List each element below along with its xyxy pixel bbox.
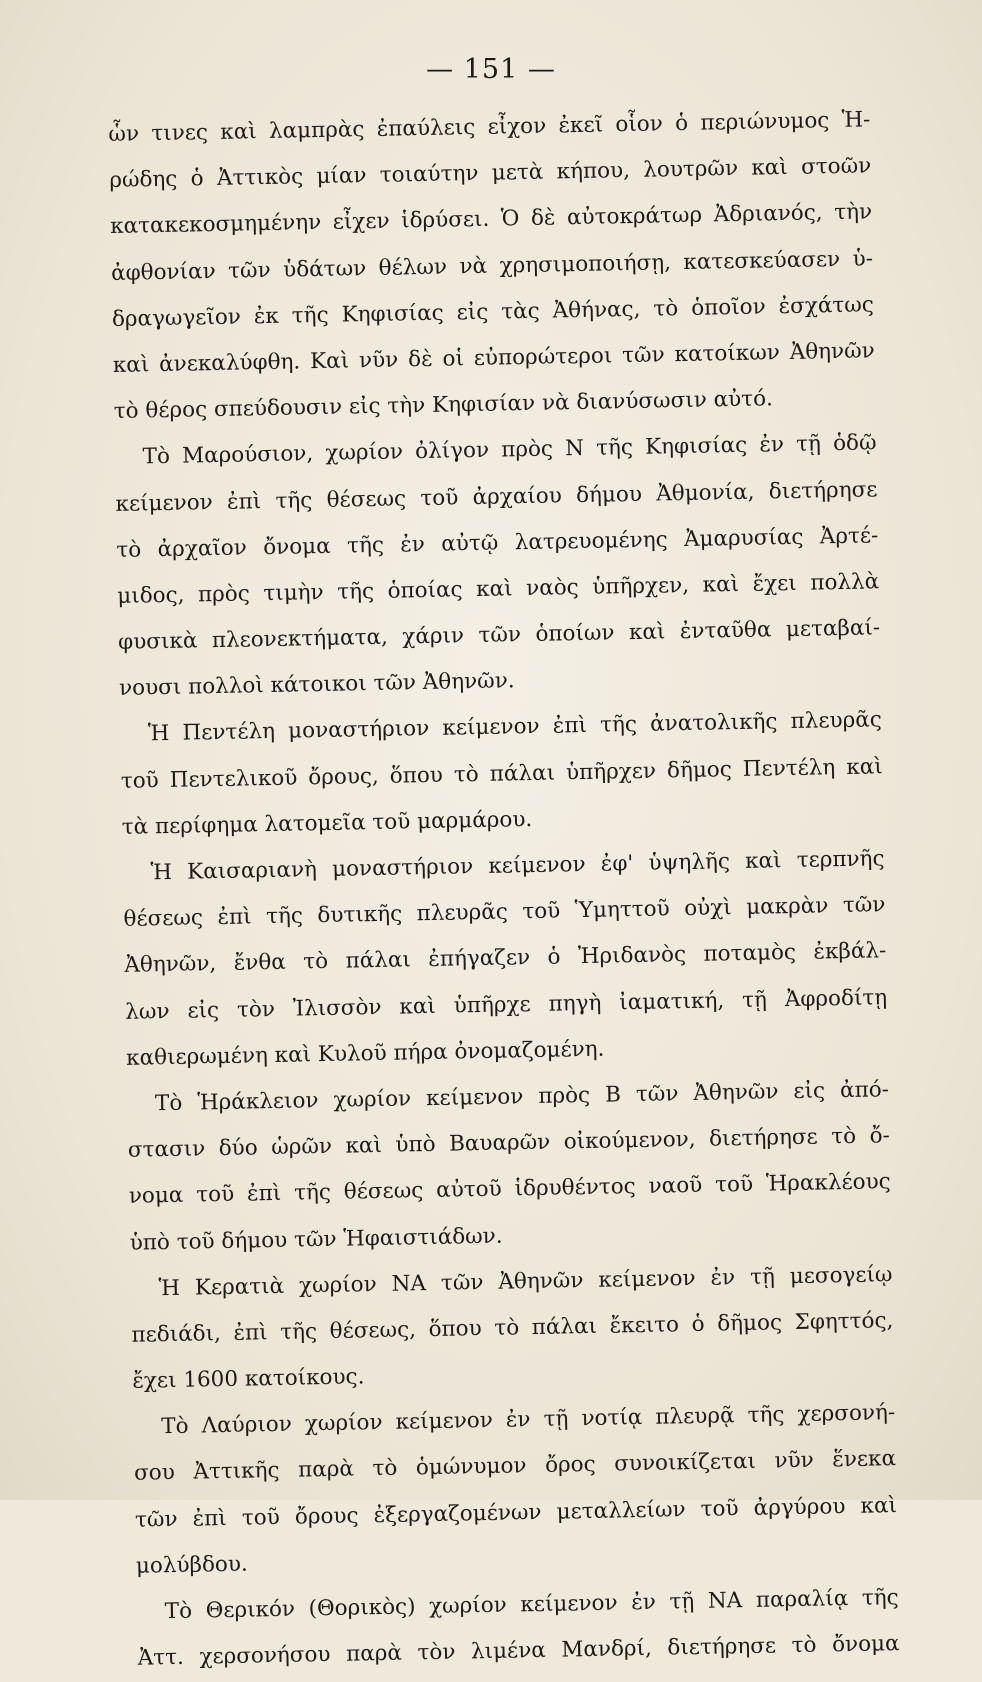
text-line: Τὸ Ἡράκλειον χωρίον κείμενον πρὸς Β τῶν Ἀθηνῶν εἰς ἀπό- [154,1077,890,1117]
text-line: στασιν δύο ὡρῶν καὶ ὑπὸ Βαυαρῶν οἰκούμενον, διετήρησε τὸ ὄ- [127,1123,891,1163]
text-line: νομα τοῦ ἐπὶ τῆς θέσεως αὐτοῦ ἱδρυθέντος ναοῦ τοῦ Ἡρακλέους [128,1169,891,1210]
text-line: Ἀττ. χερσονήσου παρὰ τὸν λιμένα Μανδρί, διετήρησε τὸ ὄνομα [137,1631,900,1671]
text-line: Ἀθηνῶν, ἔνθα τὸ πάλαι ἐπήγαζεν ὁ Ἠριδανὸς ποταμὸς ἐκβάλ- [124,938,887,979]
text-line: φυσικὰ πλεονεκτήματα, χάριν τῶν ὁποίων καὶ ἐνταῦθα μεταβαί- [117,615,881,655]
text-line: τοῦ Πεντελικοῦ ὄρους, ὅπου τὸ πάλαι ὑπῆρχεν δῆμος Πεντέλη καὶ [120,753,883,794]
text-line: Τὸ Λαύριον χωρίον κείμενον ἐν τῇ νοτίᾳ πλευρᾷ τῆς χερσονή- [161,1400,896,1440]
text-line: Ἡ Πεντέλη μοναστήριον κείμενον ἐπὶ τῆς ἀνατολικῆς πλευρᾶς [147,707,883,747]
text-line: τῶν ἐπὶ τοῦ ὄρους ἐξεργαζομένων μεταλλείων τοῦ ἀργύρου καὶ [134,1492,898,1533]
page-number: — 151 — [426,54,556,85]
text-line: Ἡ Κερατιὰ χωρίον ΝΑ τῶν Ἀθηνῶν κείμενον ἐν τῇ μεσογείῳ [158,1261,893,1301]
text-line: ἔχει 1600 κατοίκους. [132,1364,365,1394]
text-line: σου Ἀττικῆς παρὰ τὸ ὁμώνυμον ὄρος συνοικίζεται νῦν ἕνεκα [133,1446,897,1487]
text-line: μολύβδου. [135,1551,248,1579]
text-line: ὑπὸ τοῦ δήμου τῶν Ἡφαιστιάδων. [129,1223,503,1256]
text-line: καθιερωμένη καὶ Κυλοῦ πήρα ὀνομαζομένη. [125,1036,605,1071]
body-text [108,97,900,1682]
text-line: τὸ θέρος σπεύδουσιν εἰς τὴν Κηφισίαν νὰ διανύσωσιν αὐτό. [113,386,774,425]
text-line: θέσεως ἐπὶ τῆς δυτικῆς πλευρᾶς τοῦ Ὑμηττοῦ οὐχὶ μακρὰν τῶν [123,892,886,933]
text-line: Ἡ Καισαριανὴ μοναστήριον κείμενον ἐφ' ὑψηλῆς καὶ τερπνῆς [150,846,885,886]
text-line: Τὸ Θερικόν (Θορικὸς) χωρίον κείμενον ἐν τῇ ΝΑ παραλίᾳ τῆς [164,1585,899,1625]
text-line: κατακεκοσμημένην εἶχεν ἱδρύσει. Ὁ δὲ αὐτοκράτωρ Ἀδριανός, τὴν [109,199,873,240]
text-line: δραγωγεῖον ἐκ τῆς Κηφισίας εἰς τὰς Ἀθήνας, τὸ ὁποῖον ἐσχάτως [111,292,875,332]
text-line: καὶ ἀνεκαλύφθη. Καὶ νῦν δὲ οἱ εὐπορώτεροι τῶν κατοίκων Ἀθηνῶν [112,338,875,378]
text-line: τὸ ἀρχαῖον ὄνομα τῆς ἐν αὐτῷ λατρευομένης Ἀμαρυσίας Ἀρτέ- [116,522,879,563]
text-line: τὰ περίφημα λατομεῖα τοῦ μαρμάρου. [121,806,533,840]
text-line: Τὸ Μαρούσιον, χωρίον ὀλίγον πρὸς Ν τῆς Κηφισίας ἐν τῇ ὁδῷ [142,430,877,470]
text-line: νουσι πολλοὶ κάτοικοι τῶν Ἀθηνῶν. [118,668,515,702]
text-line: μιδος, πρὸς τιμὴν τῆς ὁποίας καὶ ναὸς ὑπῆρχεν, καὶ ἔχει πολλὰ [117,569,880,609]
text-line: ὧν τινες καὶ λαμπρὰς ἐπαύλεις εἶχον ἐκεῖ οἷον ὁ περιώνυμος Ἡ- [108,107,871,147]
text-line: ρώδης ὁ Ἀττικὸς μίαν τοιαύτην μετὰ κήπου, λουτρῶν καὶ στοῶν [109,153,872,194]
text-line: κείμενον ἐπὶ τῆς θέσεως τοῦ ἀρχαίου δήμου Ἀθμονία, διετήρησε [115,476,878,517]
text-line: πεδιάδι, ἐπὶ τῆς θέσεως, ὅπου τὸ πάλαι ἔκειτο ὁ δῆμος Σφηττός, [131,1308,894,1348]
text-line: ἀφθονίαν τῶν ὑδάτων θέλων νὰ χρησιμοποιήσῃ, κατεσκεύασεν ὑ- [110,245,874,286]
text-line: λων εἰς τὸν Ἰλισσὸν καὶ ὑπῆρχε πηγὴ ἰαματική, τῇ Ἀφροδίτῃ [125,984,888,1025]
